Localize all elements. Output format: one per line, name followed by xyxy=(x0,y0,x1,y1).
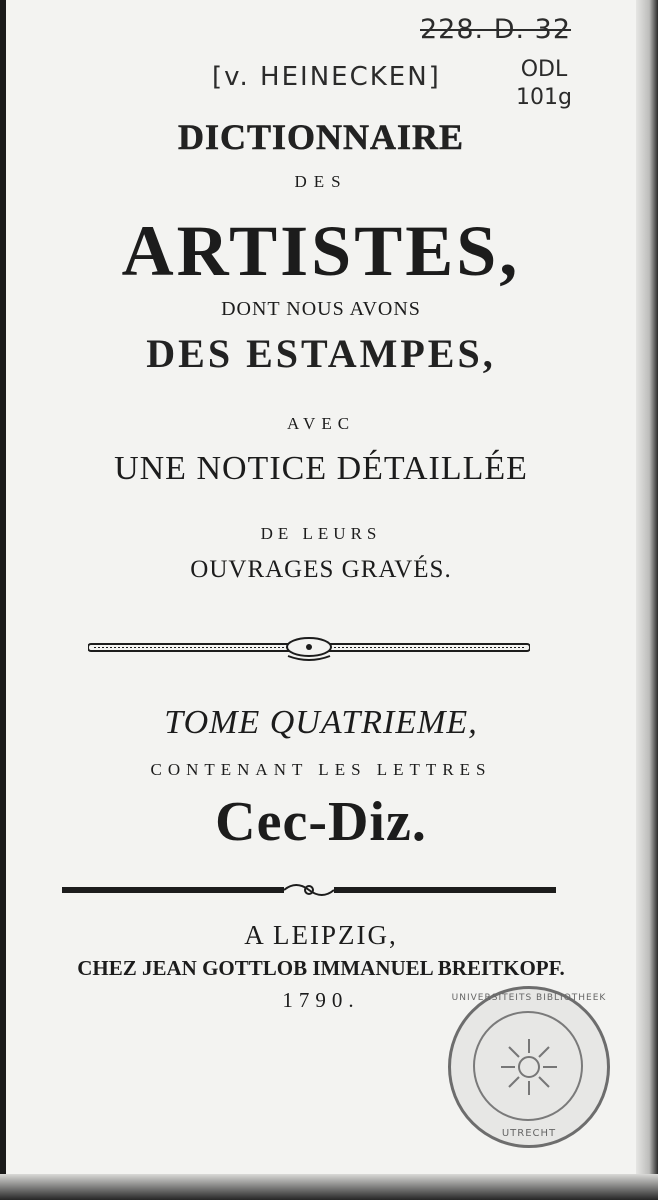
volume-contenant: CONTENANT LES LETTRES xyxy=(150,760,492,779)
stamp-bottom-text: UTRECHT xyxy=(501,1128,557,1139)
title-ouvrages-graves: OUVRAGES GRAVÉS. xyxy=(190,556,452,583)
stamp-sun-emblem xyxy=(499,1037,559,1097)
title-des: DES xyxy=(294,172,348,191)
author-attribution: [v. HEINECKEN] xyxy=(212,62,441,92)
ornamental-rule-top xyxy=(88,634,530,664)
page-edge-bottom xyxy=(0,1174,658,1200)
title-dont-nous-avons: DONT NOUS AVONS xyxy=(221,298,421,320)
ornamental-rule-bottom xyxy=(62,878,556,902)
odl-line-1: ODL xyxy=(520,57,568,82)
page-edge-right xyxy=(636,0,658,1200)
volume-letter-range: Cec-Diz. xyxy=(215,791,427,853)
shelfmark: 228. D. 32 xyxy=(420,14,572,45)
title-dictionnaire: DICTIONNAIRE xyxy=(177,117,465,157)
imprint-place: A LEIPZIG, xyxy=(244,920,398,950)
odl-note xyxy=(516,56,572,112)
imprint-publisher: CHEZ JEAN GOTTLOB IMMANUEL BREITKOPF. xyxy=(77,956,565,980)
volume-tome: TOME QUATRIEME, xyxy=(164,704,478,741)
title-page xyxy=(6,0,639,1180)
title-artistes: ARTISTES, xyxy=(121,211,521,291)
stamp-top-text: UNIVERSITEITS BIBLIOTHEEK xyxy=(451,993,607,1003)
title-des-estampes: DES ESTAMPES, xyxy=(146,331,496,376)
odl-line-2: 101g xyxy=(516,85,572,110)
library-stamp xyxy=(448,986,610,1148)
title-une-notice: UNE NOTICE DÉTAILLÉE xyxy=(114,450,528,487)
title-avec: AVEC xyxy=(286,414,356,433)
imprint-year: 1790. xyxy=(282,988,360,1012)
title-de-leurs: DE LEURS xyxy=(260,524,382,543)
